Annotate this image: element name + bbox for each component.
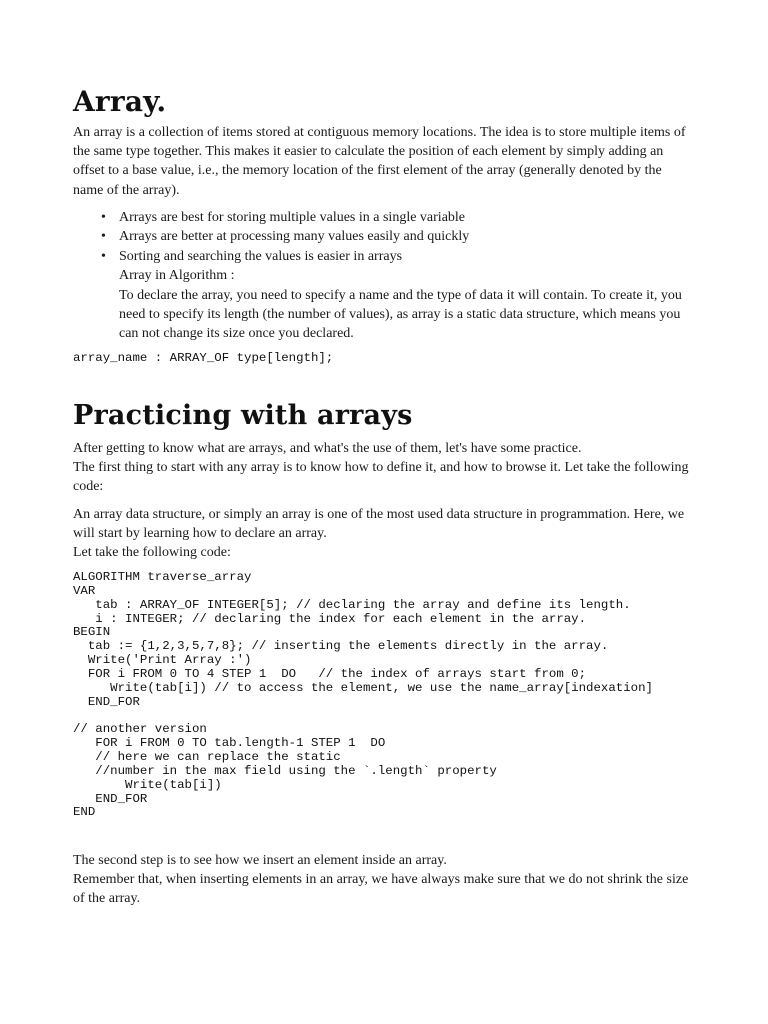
code-line: FOR i FROM 0 TO 4 STEP 1 DO // the index of arrays start from 0; bbox=[73, 666, 587, 681]
practice-paragraph-line: Remember that, when inserting elements in an array, we have always make sure that we do not shrink the size of the array. bbox=[73, 872, 689, 907]
list-item-text: Arrays are best for storing multiple values in a single variable bbox=[119, 210, 466, 225]
code-line: END_FOR bbox=[73, 694, 140, 709]
heading-array: Array. bbox=[73, 85, 167, 118]
practice-paragraph-line: The second step is to see how we insert an element inside an array. bbox=[73, 853, 447, 868]
array-bullet-list-block bbox=[73, 208, 693, 344]
list-item-text: Arrays are better at processing many values easily and quickly bbox=[119, 229, 470, 245]
algo-heading: Array in Algorithm : bbox=[119, 268, 235, 284]
list-item bbox=[73, 227, 693, 246]
code-line: i : INTEGER; // declaring the index for each element in the array. bbox=[73, 611, 587, 626]
traverse-array-code bbox=[73, 571, 713, 820]
code-line: // another version bbox=[73, 722, 207, 737]
practice-paragraph-line: Let take the following code: bbox=[73, 545, 231, 561]
code-line: VAR bbox=[73, 583, 96, 598]
code-line: Write(tab[i]) // to access the element, we use the name_array[indexation] bbox=[73, 680, 653, 695]
code-line: tab := {1,2,3,5,7,8}; // inserting the elements directly in the array. bbox=[73, 639, 609, 654]
list-item-text: Sorting and searching the values is easier in arrays bbox=[119, 248, 403, 264]
code-line bbox=[73, 709, 713, 723]
code-line: END bbox=[73, 805, 96, 820]
array-intro-block bbox=[73, 123, 693, 200]
code-block bbox=[73, 571, 713, 820]
insertion-block bbox=[73, 851, 693, 909]
code-line: // here we can replace the static bbox=[73, 749, 341, 764]
array-syntax-code: array_name : ARRAY_OF type[length]; bbox=[73, 351, 334, 365]
array-intro-paragraph: An array is a collection of items stored at contiguous memory locations. The idea is to store multiple items of the same type together. This makes it easier to calculate the position of each element by simply adding an offset to a base value, i.e., the memory location of the first element of the array (generally denoted by the name of the array). bbox=[73, 125, 686, 198]
list-item bbox=[73, 208, 693, 227]
bullet-icon: • bbox=[101, 210, 106, 225]
code-line: tab : ARRAY_OF INTEGER[5]; // declaring the array and define its length. bbox=[73, 597, 631, 612]
array-bullet-list bbox=[73, 208, 693, 344]
practice-intro-block bbox=[73, 439, 693, 497]
code-line: FOR i FROM 0 TO tab.length-1 STEP 1 DO bbox=[73, 736, 386, 751]
code-line: //number in the max field using the `.length` property bbox=[73, 763, 497, 778]
practice-paragraph-line: An array data structure, or simply an array is one of the most used data structure in programmation. Here, we will start by learning how to declare an array. bbox=[73, 507, 685, 542]
syntax-block bbox=[73, 352, 693, 366]
bullet-icon: • bbox=[101, 248, 106, 264]
algo-description: To declare the array, you need to specify a name and the type of data it will contain. To create it, you need to specify its length (the number of values), as array is a static data structure, which means you can not change its size once you declared. bbox=[119, 287, 682, 342]
list-item bbox=[73, 247, 693, 344]
practice-paragraph-line: After getting to know what are arrays, and what's the use of them, let's have some practice. bbox=[73, 441, 582, 456]
practice-paragraph-line: The first thing to start with any array is to know how to define it, and how to browse it. Let take the following code: bbox=[73, 460, 689, 495]
code-line: ALGORITHM traverse_array bbox=[73, 570, 252, 584]
code-line: Write('Print Array :') bbox=[73, 653, 252, 668]
code-line: END_FOR bbox=[73, 791, 148, 806]
code-line: BEGIN bbox=[73, 625, 111, 640]
practice-definition-block bbox=[73, 505, 693, 563]
code-line: Write(tab[i]) bbox=[73, 777, 222, 792]
bullet-icon: • bbox=[101, 229, 106, 245]
heading-practicing-with-arrays: Practicing with arrays bbox=[73, 400, 413, 431]
